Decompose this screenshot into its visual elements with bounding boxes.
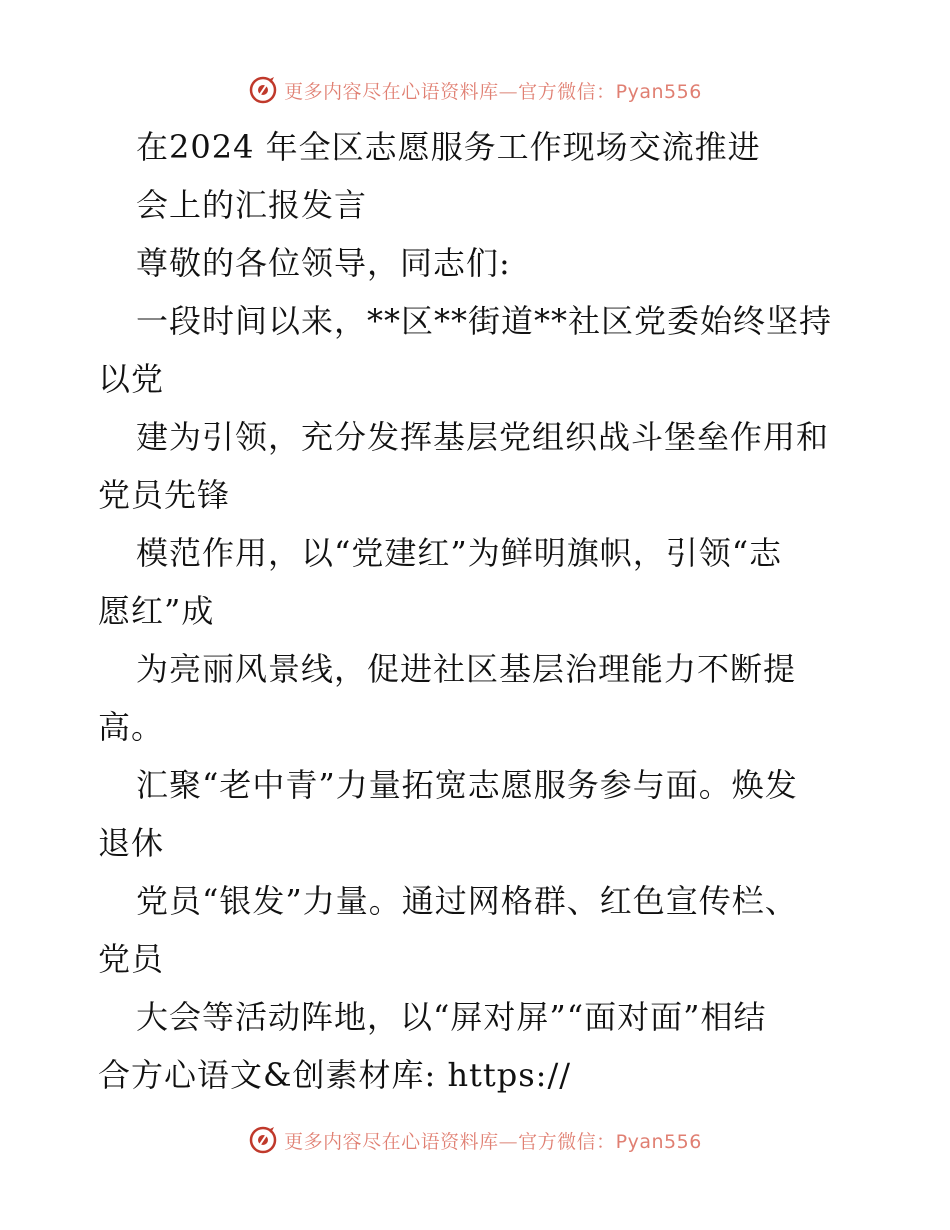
text-line: 会上的汇报发言 — [136, 186, 368, 224]
text-line: 高。 — [98, 708, 165, 746]
text-line: 大会等活动阵地，以“屏对屏”“面对面”相结 — [136, 998, 767, 1036]
top-watermark-banner — [0, 70, 950, 110]
text-line: 汇聚“老中青”力量拓宽志愿服务参与面。焕发 — [136, 766, 798, 804]
text-line: 一段时间以来，**区**街道**社区党委始终坚持 — [136, 302, 833, 340]
text-line: 合方心语文&创素材库: https:// — [98, 1056, 572, 1094]
text-line: 为亮丽风景线，促进社区基层治理能力不断提 — [136, 650, 797, 688]
text-line: 尊敬的各位领导，同志们: — [136, 244, 511, 282]
text-line: 模范作用，以“党建红”为鲜明旗帜，引领“志 — [136, 534, 783, 572]
quill-logo-icon — [248, 1125, 278, 1155]
text-line: 以党 — [98, 360, 165, 398]
watermark-text: 更多内容尽在心语资料库—官方微信：Pyan556 — [284, 80, 702, 103]
quill-logo-icon — [248, 75, 278, 105]
text-line: 愿红”成 — [98, 592, 215, 630]
text-line: 退休 — [98, 824, 165, 862]
text-line: 党员先锋 — [98, 476, 231, 514]
text-line: 党员“银发”力量。通过网格群、红色宣传栏、 — [136, 882, 798, 920]
text-line: 在2024 年全区志愿服务工作现场交流推进 — [136, 128, 761, 166]
watermark-text: 更多内容尽在心语资料库—官方微信：Pyan556 — [284, 1130, 702, 1153]
bottom-watermark-banner — [0, 1120, 950, 1160]
text-line: 党员 — [98, 940, 165, 978]
text-line: 建为引领，充分发挥基层党组织战斗堡垒作用和 — [136, 418, 830, 456]
document-body — [98, 118, 878, 1104]
